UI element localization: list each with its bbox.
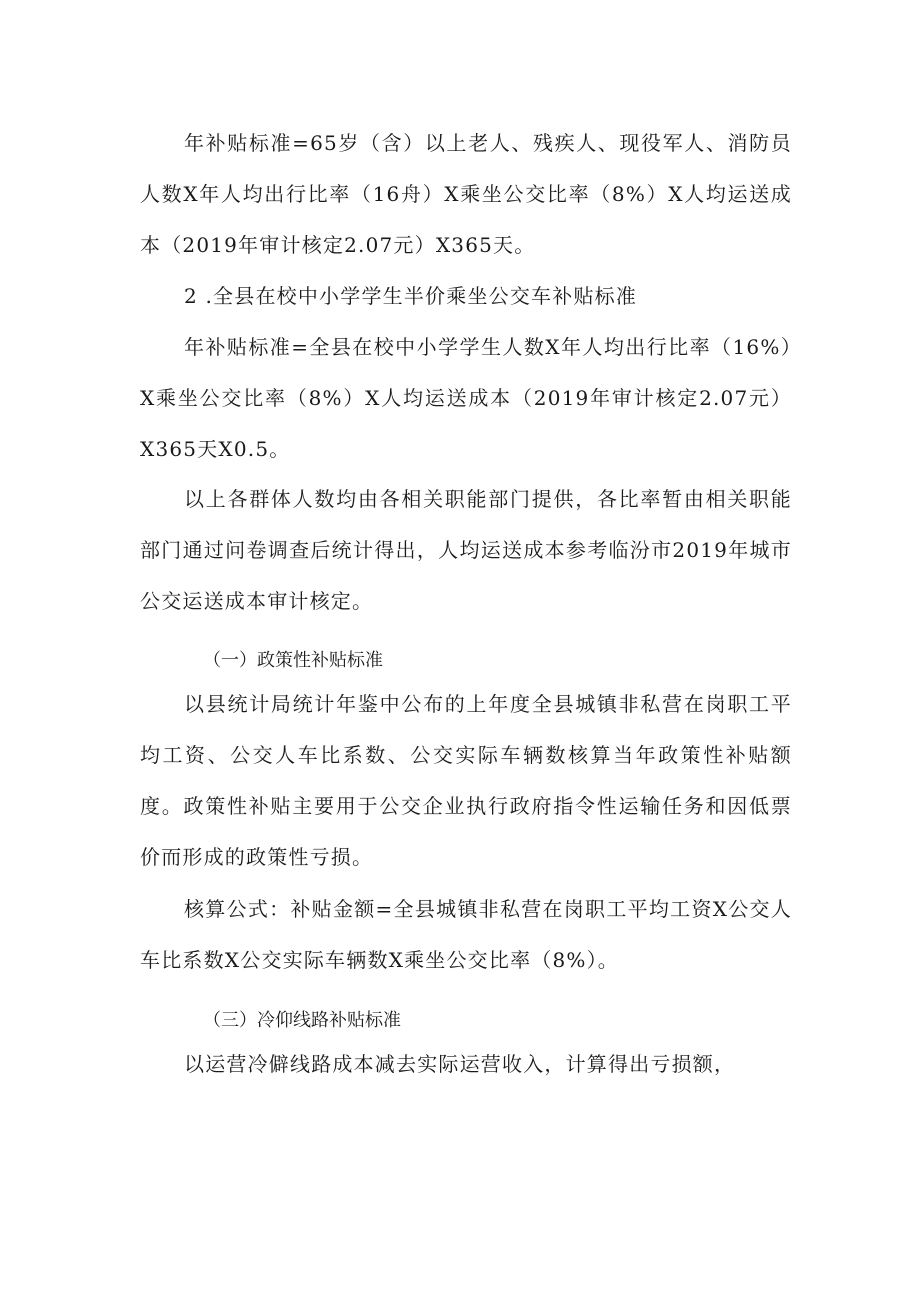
paragraph-data-source-note: 以上各群体人数均由各相关职能部门提供，各比率暂由相关职能部门通过问卷调查后统计得出，人均运送成本参考临汾市2019年城市公交运送成本审计核定。: [140, 487, 792, 613]
paragraph-subsidy-standard-students: 年补贴标准=全县在校中小学学生人数X年人均出行比率（16%）X乘坐公交比率（8%）X人均运送成本（2019年审计核定2.07元）X365天X0.5。: [140, 335, 792, 461]
paragraph-calculation-formula: 核算公式：补贴金额=全县城镇非私营在岗职工平均工资X公交人车比系数X公交实际车辆数X乘坐公交比率（8%）。: [140, 897, 792, 972]
paragraph-subsidy-standard-elderly: 年补贴标准=65岁（含）以上老人、残疾人、现役军人、消防员人数X年人均出行比率（16舟）X乘坐公交比率（8%）X人均运送成本（2019年审计核定2.07元）X365天。: [140, 131, 792, 257]
section-heading-policy-subsidy: （一）政策性补贴标准: [203, 650, 383, 671]
section-heading-remote-route-subsidy: （三）冷仰线路补贴标准: [203, 1010, 401, 1031]
paragraph-policy-subsidy-basis: 以县统计局统计年鉴中公布的上年度全县城镇非私营在岗职工平均工资、公交人车比系数、公交实际车辆数核算当年政策性补贴额度。政策性补贴主要用于公交企业执行政府指令性运输任务和因低票价而形成的政策性亏损。: [140, 692, 792, 869]
paragraph-remote-route-loss: 以运营冷僻线路成本减去实际运营收入，计算得出亏损额，: [184, 1052, 736, 1076]
section-heading-student-subsidy: 2 .全县在校中小学学生半价乘坐公交车补贴标准: [184, 284, 638, 308]
